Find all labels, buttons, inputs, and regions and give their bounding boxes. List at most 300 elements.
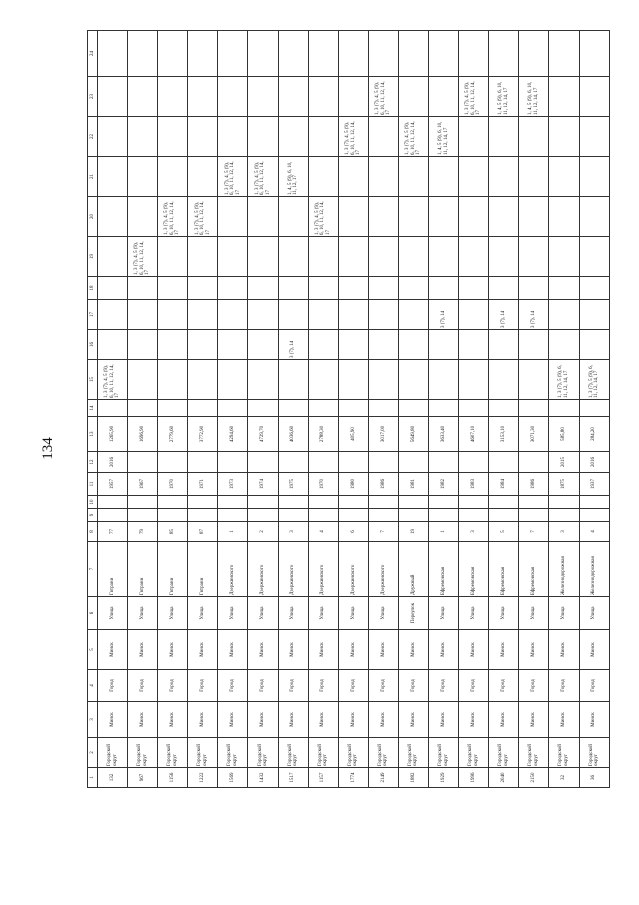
table-cell-col-17 (549, 300, 579, 330)
table-cell-col-5: Минск (429, 630, 459, 670)
table-cell-col-3: Минск (248, 702, 278, 738)
table-cell-col-13: 1265,90 (98, 417, 128, 452)
table-cell-col-24 (489, 31, 519, 77)
table-cell-col-1: 1156 (158, 768, 188, 788)
table-cell-col-23 (248, 77, 278, 117)
table-cell-col-5: Минск (188, 630, 218, 670)
table-cell-col-22 (519, 117, 549, 157)
table-cell-col-7: Ефремовская (489, 542, 519, 597)
column-number: 11 (88, 473, 98, 496)
table-cell-col-5: Минск (278, 630, 308, 670)
table-cell-col-14 (308, 400, 338, 417)
table-cell-col-13: 4607,10 (459, 417, 489, 452)
column-number: 1 (88, 768, 98, 788)
table-cell-col-2: Городской округ (128, 738, 158, 768)
table-cell-col-24 (158, 31, 188, 77)
column-number: 12 (88, 452, 98, 473)
table-cell-col-6: Улица (158, 597, 188, 630)
table-cell-col-18 (188, 277, 218, 300)
table-cell-col-12 (459, 452, 489, 473)
table-cell-col-14 (519, 400, 549, 417)
table-cell-col-21 (429, 157, 459, 197)
table-cell-col-6: Улица (429, 597, 459, 630)
table-cell-col-12 (218, 452, 248, 473)
table-cell-col-7: Железнодорожная (549, 542, 579, 597)
table-cell-col-23 (429, 77, 459, 117)
table-cell-col-3: Минск (549, 702, 579, 738)
table-cell-col-16 (98, 330, 128, 360)
table-cell-col-17: 3 (7), 14 (519, 300, 549, 330)
table-cell-col-20 (368, 197, 398, 237)
table-row (158, 31, 188, 788)
column-number: 18 (88, 277, 98, 300)
table-cell-col-5: Минск (218, 630, 248, 670)
table-cell-col-7: Ефремовская (519, 542, 549, 597)
table-cell-col-14 (549, 400, 579, 417)
table-cell-col-8: 3 (549, 522, 579, 542)
table-cell-col-15: 1, 3 (7), 5 (9), 6, 11, 12, 14, 17 (549, 360, 579, 400)
table-cell-col-4: Город (128, 670, 158, 702)
table-row (248, 31, 278, 788)
table-cell-col-14 (579, 400, 609, 417)
table-cell-col-19 (519, 237, 549, 277)
table-cell-col-8: 7 (519, 522, 549, 542)
table-cell-col-2: Городской округ (368, 738, 398, 768)
table-cell-col-22 (188, 117, 218, 157)
table-cell-col-23 (98, 77, 128, 117)
table-cell-col-13: 1696,90 (128, 417, 158, 452)
table-cell-col-22: 1, 4, 5 (9), 6, 10, 11, 12, 14, 17 (429, 117, 459, 157)
table-cell-col-8: 85 (158, 522, 188, 542)
table-cell-col-7: Ефремовская (429, 542, 459, 597)
table-cell-col-22 (98, 117, 128, 157)
table-cell-col-10 (338, 496, 368, 509)
table-cell-col-6: Улица (338, 597, 368, 630)
page-number: 134 (39, 437, 56, 460)
table-cell-col-22 (549, 117, 579, 157)
table-cell-col-3: Минск (398, 702, 428, 738)
table-cell-col-11: 1970 (158, 473, 188, 496)
table-cell-col-5: Минск (579, 630, 609, 670)
table-cell-col-15 (248, 360, 278, 400)
table-cell-col-15 (128, 360, 158, 400)
table-row (459, 31, 489, 788)
table-cell-col-20 (459, 197, 489, 237)
table-cell-col-6: Улица (218, 597, 248, 630)
table-cell-col-4: Город (519, 670, 549, 702)
table-cell-col-23: 1, 4, 5 (9), 6, 10, 11, 12, 14, 17 (519, 77, 549, 117)
table-cell-col-24 (398, 31, 428, 77)
table-cell-col-7: Гвтрани (188, 542, 218, 597)
table-cell-col-24 (579, 31, 609, 77)
housing-table (87, 30, 610, 788)
table-cell-col-14 (489, 400, 519, 417)
table-cell-col-13: 4036,60 (278, 417, 308, 452)
table-cell-col-3: Минск (308, 702, 338, 738)
table-cell-col-15 (218, 360, 248, 400)
table-cell-col-9 (248, 509, 278, 522)
table-cell-col-19 (188, 237, 218, 277)
table-cell-col-13: 3071,30 (519, 417, 549, 452)
table-cell-col-18 (489, 277, 519, 300)
table-row (338, 31, 368, 788)
table-cell-col-5: Минск (248, 630, 278, 670)
table-cell-col-12 (128, 452, 158, 473)
table-cell-col-13: 3153,10 (489, 417, 519, 452)
table-cell-col-23 (308, 77, 338, 117)
table-cell-col-4: Город (218, 670, 248, 702)
table-cell-col-4: Город (98, 670, 128, 702)
table-cell-col-12 (308, 452, 338, 473)
column-number: 19 (88, 237, 98, 277)
table-cell-col-2: Городской округ (519, 738, 549, 768)
table-cell-col-21 (188, 157, 218, 197)
table-cell-col-7: Дзержинского (248, 542, 278, 597)
table-cell-col-15 (519, 360, 549, 400)
table-cell-col-3: Минск (368, 702, 398, 738)
table-row (278, 31, 308, 788)
table-cell-col-19 (218, 237, 248, 277)
table-cell-col-9 (459, 509, 489, 522)
table-cell-col-22 (158, 117, 188, 157)
table-cell-col-24 (338, 31, 368, 77)
table-cell-col-17 (248, 300, 278, 330)
table-cell-col-15 (459, 360, 489, 400)
table-cell-col-10 (429, 496, 459, 509)
table-cell-col-22 (218, 117, 248, 157)
table-cell-col-13: 284,20 (579, 417, 609, 452)
table-row (128, 31, 158, 788)
table-cell-col-19 (248, 237, 278, 277)
table-cell-col-18 (248, 277, 278, 300)
table-cell-col-9 (218, 509, 248, 522)
table-cell-col-6: Улица (278, 597, 308, 630)
table-cell-col-17 (188, 300, 218, 330)
table-cell-col-3: Минск (579, 702, 609, 738)
table-cell-col-21 (398, 157, 428, 197)
table-cell-col-1: 967 (128, 768, 158, 788)
table-cell-col-20 (398, 197, 428, 237)
table-cell-col-15 (429, 360, 459, 400)
table-row (519, 31, 549, 788)
table-cell-col-9 (308, 509, 338, 522)
table-cell-col-23 (579, 77, 609, 117)
table-cell-col-11: 1980 (338, 473, 368, 496)
table-cell-col-23 (338, 77, 368, 117)
table-cell-col-6: Улица (188, 597, 218, 630)
table-cell-col-1: 1517 (278, 768, 308, 788)
table-cell-col-15: 1, 3 (7), 4, 5 (9), 6, 10, 11, 12, 14, 17 (98, 360, 128, 400)
table-cell-col-9 (158, 509, 188, 522)
table-cell-col-5: Минск (128, 630, 158, 670)
table-cell-col-9 (579, 509, 609, 522)
table-cell-col-19 (459, 237, 489, 277)
table-cell-col-3: Минск (98, 702, 128, 738)
column-number: 7 (88, 542, 98, 597)
table-cell-col-19 (308, 237, 338, 277)
table-cell-col-5: Минск (459, 630, 489, 670)
table-cell-col-5: Минск (158, 630, 188, 670)
table-cell-col-9 (429, 509, 459, 522)
table-cell-col-14 (429, 400, 459, 417)
table-cell-col-11: 1986 (519, 473, 549, 496)
table-cell-col-11: 1983 (459, 473, 489, 496)
table-cell-col-10 (549, 496, 579, 509)
table-cell-col-8: 79 (128, 522, 158, 542)
table-cell-col-16 (188, 330, 218, 360)
table-cell-col-4: Город (158, 670, 188, 702)
table-cell-col-21 (158, 157, 188, 197)
table-cell-col-4: Город (308, 670, 338, 702)
table-cell-col-15 (489, 360, 519, 400)
table-cell-col-2: Городской округ (308, 738, 338, 768)
table-cell-col-9 (128, 509, 158, 522)
table-cell-col-6: Улица (459, 597, 489, 630)
table-cell-col-12 (188, 452, 218, 473)
table-cell-col-8: 4 (308, 522, 338, 542)
table-cell-col-13: 585,80 (549, 417, 579, 452)
table-cell-col-1: 1996 (459, 768, 489, 788)
table-cell-col-14 (368, 400, 398, 417)
table-cell-col-21 (579, 157, 609, 197)
table-cell-col-12: 2015 (549, 452, 579, 473)
table-cell-col-6: Улица (368, 597, 398, 630)
table-cell-col-13: 4294,60 (218, 417, 248, 452)
table-cell-col-16 (308, 330, 338, 360)
table-cell-col-14 (188, 400, 218, 417)
table-cell-col-12 (278, 452, 308, 473)
table-cell-col-4: Город (368, 670, 398, 702)
table-cell-col-1: 1569 (218, 768, 248, 788)
table-cell-col-6: Улица (549, 597, 579, 630)
table-cell-col-2: Городской округ (98, 738, 128, 768)
table-row (429, 31, 459, 788)
table-cell-col-20 (489, 197, 519, 237)
table-cell-col-16: 3 (7), 14 (278, 330, 308, 360)
table-cell-col-14 (218, 400, 248, 417)
table-row (308, 31, 338, 788)
table-cell-col-18 (398, 277, 428, 300)
table-cell-col-16 (398, 330, 428, 360)
table-cell-col-8: 77 (98, 522, 128, 542)
table-cell-col-19 (158, 237, 188, 277)
table-cell-col-1: 1774 (338, 768, 368, 788)
table-cell-col-19 (429, 237, 459, 277)
table-row (398, 31, 428, 788)
table-cell-col-21 (338, 157, 368, 197)
table-cell-col-7: Дружный (398, 542, 428, 597)
table-cell-col-22 (489, 117, 519, 157)
table-cell-col-3: Минск (218, 702, 248, 738)
table-cell-col-10 (519, 496, 549, 509)
table-cell-col-10 (158, 496, 188, 509)
table-cell-col-19: 1, 3 (7), 4, 5 (9), 6, 10, 11, 12, 14, 17 (128, 237, 158, 277)
table-row (218, 31, 248, 788)
table-cell-col-24 (429, 31, 459, 77)
table-cell-col-23 (398, 77, 428, 117)
table-cell-col-17 (158, 300, 188, 330)
table-cell-col-8: 1 (218, 522, 248, 542)
table-cell-col-23 (188, 77, 218, 117)
table-cell-col-10 (218, 496, 248, 509)
table-cell-col-12 (519, 452, 549, 473)
table-row (188, 31, 218, 788)
table-cell-col-3: Минск (188, 702, 218, 738)
table-cell-col-24 (248, 31, 278, 77)
table-cell-col-24 (128, 31, 158, 77)
table-cell-col-9 (368, 509, 398, 522)
table-cell-col-9 (188, 509, 218, 522)
column-number-row (88, 31, 98, 788)
table-cell-col-18 (128, 277, 158, 300)
table-cell-col-20 (519, 197, 549, 237)
table-cell-col-23 (549, 77, 579, 117)
table-cell-col-5: Минск (398, 630, 428, 670)
table-cell-col-24 (519, 31, 549, 77)
column-number: 20 (88, 197, 98, 237)
table-cell-col-8: 4 (579, 522, 609, 542)
table-cell-col-11: 1957 (98, 473, 128, 496)
table-cell-col-10 (248, 496, 278, 509)
column-number: 2 (88, 738, 98, 768)
table-cell-col-22 (248, 117, 278, 157)
table-cell-col-21 (128, 157, 158, 197)
table-cell-col-8: 19 (398, 522, 428, 542)
table-cell-col-18 (549, 277, 579, 300)
table-cell-col-13: 3633,40 (429, 417, 459, 452)
table-cell-col-16 (368, 330, 398, 360)
column-number: 8 (88, 522, 98, 542)
table-cell-col-16 (248, 330, 278, 360)
table-cell-col-6: Улица (519, 597, 549, 630)
table-cell-col-11: 1974 (248, 473, 278, 496)
table-cell-col-14 (128, 400, 158, 417)
table-cell-col-10 (368, 496, 398, 509)
column-number: 24 (88, 31, 98, 77)
table-cell-col-9 (519, 509, 549, 522)
table-cell-col-10 (98, 496, 128, 509)
table-cell-col-2: Городской округ (248, 738, 278, 768)
table-cell-col-9 (338, 509, 368, 522)
table-cell-col-6: Улица (98, 597, 128, 630)
table-cell-col-19 (579, 237, 609, 277)
table-cell-col-16 (218, 330, 248, 360)
table-row (579, 31, 609, 788)
table-cell-col-19 (398, 237, 428, 277)
table-cell-col-12 (248, 452, 278, 473)
table-cell-col-6: Улица (308, 597, 338, 630)
table-cell-col-11: 1981 (398, 473, 428, 496)
table-cell-col-11: 1984 (489, 473, 519, 496)
table-cell-col-8: 7 (368, 522, 398, 542)
table-cell-col-22 (579, 117, 609, 157)
table-cell-col-7: Дзержинского (218, 542, 248, 597)
table-cell-col-8: 3 (459, 522, 489, 542)
table-body (88, 31, 610, 788)
table-cell-col-5: Минск (489, 630, 519, 670)
column-number: 21 (88, 157, 98, 197)
table-cell-col-6: Переулок (398, 597, 428, 630)
table-cell-col-15 (398, 360, 428, 400)
table-cell-col-20 (98, 197, 128, 237)
table-cell-col-7: Дзержинского (338, 542, 368, 597)
table-cell-col-16 (489, 330, 519, 360)
table-cell-col-16 (519, 330, 549, 360)
table-cell-col-24 (98, 31, 128, 77)
table-cell-col-24 (308, 31, 338, 77)
table-cell-col-4: Город (278, 670, 308, 702)
table-cell-col-18 (459, 277, 489, 300)
table-cell-col-10 (188, 496, 218, 509)
table-cell-col-18 (429, 277, 459, 300)
table-cell-col-20: 1, 3 (7), 4, 5 (9), 6, 10, 11, 12, 14, 17 (158, 197, 188, 237)
table-cell-col-1: 1929 (429, 768, 459, 788)
rotated-table-sheet (87, 31, 611, 788)
table-cell-col-7: Гвтрани (128, 542, 158, 597)
table-cell-col-17 (368, 300, 398, 330)
table-cell-col-18 (218, 277, 248, 300)
table-cell-col-3: Минск (459, 702, 489, 738)
table-cell-col-3: Минск (128, 702, 158, 738)
table-cell-col-8: 3 (278, 522, 308, 542)
table-cell-col-17 (128, 300, 158, 330)
table-cell-col-22 (278, 117, 308, 157)
table-cell-col-2: Городской округ (459, 738, 489, 768)
table-cell-col-21 (519, 157, 549, 197)
table-cell-col-7: Дзержинского (308, 542, 338, 597)
table-cell-col-18 (338, 277, 368, 300)
column-number: 10 (88, 496, 98, 509)
table-cell-col-12 (489, 452, 519, 473)
table-cell-col-5: Минск (308, 630, 338, 670)
table-cell-col-16 (429, 330, 459, 360)
table-cell-col-13: 405,90 (338, 417, 368, 452)
table-cell-col-2: Городской округ (579, 738, 609, 768)
table-cell-col-5: Минск (519, 630, 549, 670)
table-cell-col-18 (579, 277, 609, 300)
table-cell-col-5: Минск (549, 630, 579, 670)
table-cell-col-21 (459, 157, 489, 197)
table-row (549, 31, 579, 788)
table-cell-col-4: Город (398, 670, 428, 702)
table-cell-col-23 (278, 77, 308, 117)
table-cell-col-17: 3 (7), 14 (429, 300, 459, 330)
table-cell-col-22: 1, 3 (7), 4, 5 (9), 6, 10, 11, 12, 14, 17 (398, 117, 428, 157)
table-cell-col-24 (459, 31, 489, 77)
table-cell-col-17 (218, 300, 248, 330)
table-cell-col-23: 1, 3 (7), 4, 5 (9), 6, 10, 11, 12, 14, 17 (459, 77, 489, 117)
table-cell-col-4: Город (549, 670, 579, 702)
table-cell-col-3: Минск (519, 702, 549, 738)
table-cell-col-17 (98, 300, 128, 330)
table-cell-col-13: 2788,30 (308, 417, 338, 452)
column-number: 3 (88, 702, 98, 738)
table-cell-col-10 (128, 496, 158, 509)
table-cell-col-3: Минск (158, 702, 188, 738)
table-cell-col-7: Гвтрани (98, 542, 128, 597)
table-cell-col-2: Городской округ (278, 738, 308, 768)
table-cell-col-16 (459, 330, 489, 360)
table-cell-col-6: Улица (579, 597, 609, 630)
table-cell-col-12: 2016 (98, 452, 128, 473)
table-row (489, 31, 519, 788)
table-cell-col-18 (519, 277, 549, 300)
table-cell-col-20 (549, 197, 579, 237)
table-cell-col-22: 1, 3 (7), 4, 5 (9), 6, 10, 11, 12, 14, 17 (338, 117, 368, 157)
table-cell-col-7: Дзержинского (278, 542, 308, 597)
table-cell-col-17 (398, 300, 428, 330)
table-cell-col-1: 2149 (368, 768, 398, 788)
